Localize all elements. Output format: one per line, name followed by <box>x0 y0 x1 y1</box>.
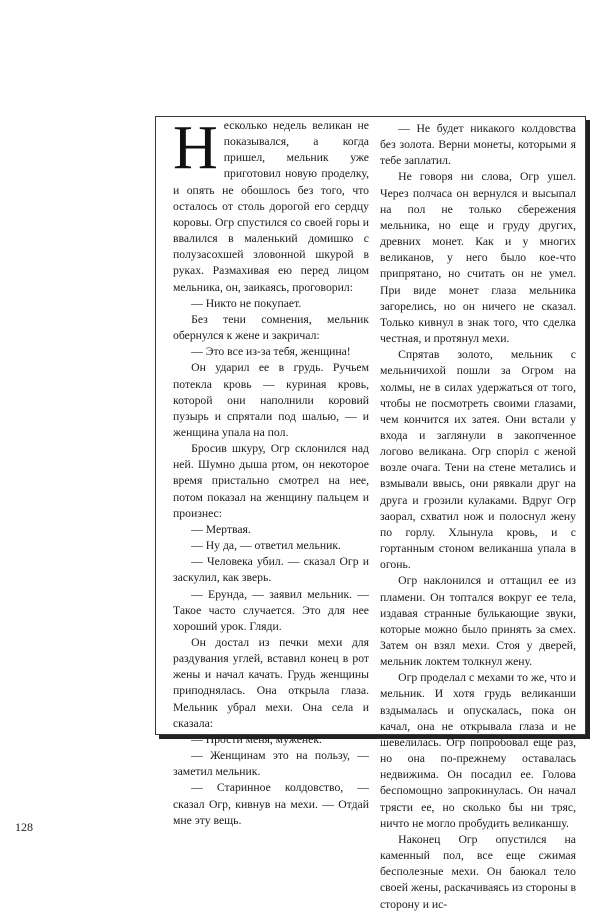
paragraph: — Старинное колдовство, — сказал Огр, кивнув на мехи. — Отдай мне эту вещь. <box>173 781 369 827</box>
paragraph: Спрятав золото, мельник с мельничихой пошли за Огром на холмы, не в силах удержаться от того, чтобы не посмотреть своими глазами, чем кончится их затея. Они встали у входа и заглянули в закопченное логово великана. Огр споріл с женой возле очага. Тени на стене метались и взмывали ввысь, они рявкали друг на друга и грозили кулаками. Вдруг Огр заорал, схватил нож и полоснул жену по горлу. Хлынула кровь, и с гортанным стоном великанша упала в огонь. <box>380 348 576 572</box>
paragraph: — Прости меня, муженек. <box>191 732 322 746</box>
paragraph: Наконец Огр опустился на каменный пол, все еще сжимая бесполезные мехи. Он баюкал тело своей жены, раскачиваясь из стороны в сторону и ис- <box>380 832 576 911</box>
paragraph: Он достал из печки мехи для раздувания углей, вставил конец в рот жены и начал качать. Грудь женщины приподнялась. Она открыла глаза. Мельник убрал мехи. Она села и сказала: <box>173 636 369 730</box>
page-number: 128 <box>15 820 33 834</box>
paragraph: — Мертвая. <box>191 522 251 536</box>
drop-cap: Н <box>173 114 218 182</box>
paragraph: — Ну да, — ответил мельник. <box>191 539 341 553</box>
paragraph: — Никто не покупает. <box>191 296 302 310</box>
paragraph: — Это все из-за тебя, женщина! <box>191 345 351 359</box>
paragraph: — Не будет никакого колдовства без золота. Верни монеты, которыми я тебе заплатил. <box>380 122 576 168</box>
paragraph: — Человека убил. — сказал Огр и заскулил, как зверь. <box>173 555 369 585</box>
paragraph: Он ударил ее в грудь. Ручьем потекла кровь — куриная кровь, которой они наполнили коровий пузырь и спрятали под шалью, — и женщина упала на пол. <box>173 361 369 439</box>
opening-text: есколько недель великан не показывался, а когда пришел, мельник уже приготовил новую проделку, и опять не обошлось без того, что осталось от столь дорогой его сердцу коровы. Огр спустился со своей горы и ввалился в маленький домишко с полузасохшей зловонной шкурой в руках. Размахивая ею перед лицом мельника, он, заикаясь, проговорил: <box>173 119 369 294</box>
left-column <box>173 114 369 829</box>
paragraph: Не говоря ни слова, Огр ушел. Через полчаса он вернулся и высыпал на пол не только сбережения мельника, но еще и груду других, древних монет. Как и у многих великанов, у него было кое-что припрятано, но считать он не умел. При виде монет глаза мельника загорелись, но он ничего не сказал. Только кивнул в знак того, что сделка честная, и протянул мехи. <box>380 170 576 346</box>
paragraph: Бросив шкуру, Огр склонился над ней. Шумно дыша ртом, он некоторое время пристально смотрел на нее, потом показал на женщину пальцем и произнес: <box>173 442 369 520</box>
paragraph: Без тени сомнения, мельник обернулся к жене и закричал: <box>173 312 369 343</box>
paragraph: Огр наклонился и оттащил ее из пламени. Он топтался вокруг ее тела, издавая странные булькающие звуки, которые можно было принять за смех. Затем он взял мехи. Стоя у дверей, мельник локтем толкнул жену. <box>380 574 576 669</box>
paragraph: — Ерунда, — заявил мельник. — Такое часто случается. Это для нее хороший урок. Гляди. <box>173 587 369 633</box>
paragraph: Огр проделал с мехами то же, что и мельник. И хотя грудь великанши вздымалась и опускалась, пока он качал, она не открывала глаза и не шевелилась. Огр попробовал еще раз, но она по-прежнему оставалась недвижима. Он посадил ее. Голова беспомощно запрокинулась. Он начал трясти ее, но сколько бы ни тряс, ничто не могло пробудить великаншу. <box>380 671 576 830</box>
opening-paragraph <box>173 114 369 296</box>
right-column <box>380 121 576 913</box>
paragraph: — Женщинам это на пользу, — заметил мельник. <box>173 749 369 779</box>
